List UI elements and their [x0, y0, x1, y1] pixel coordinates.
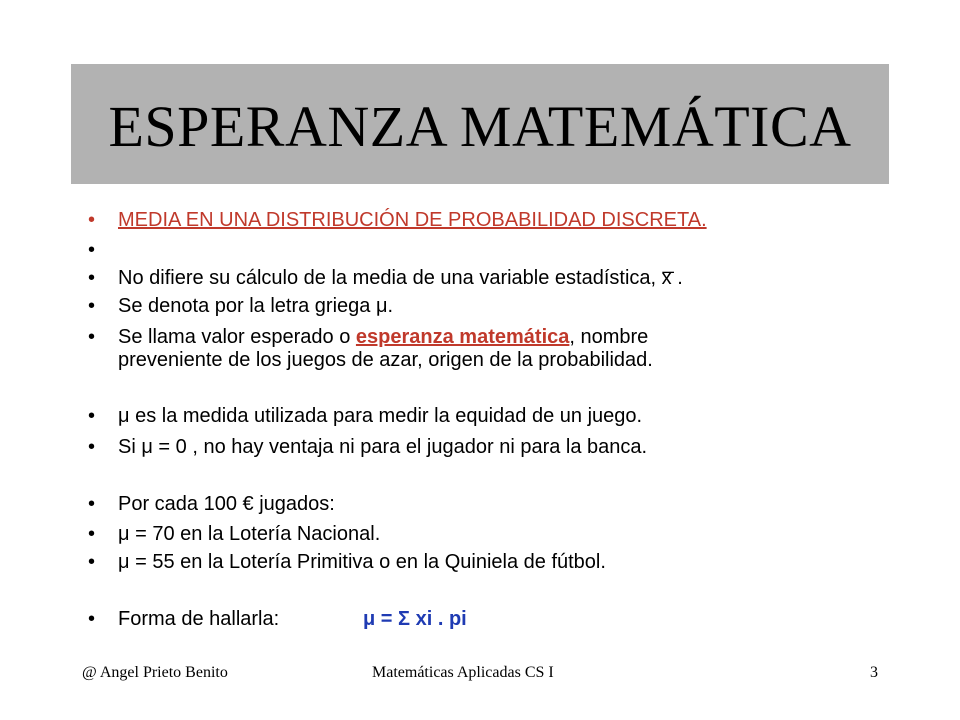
- bullet-item: [88, 238, 118, 262]
- bullet-item: [88, 492, 335, 516]
- bullet-text-part: No difiere su cálculo de la media de una variable estadística,: [118, 267, 662, 289]
- bullet-text: μ = 55 en la Lotería Primitiva o en la Quiniela de fútbol.: [118, 551, 606, 573]
- footer-author: @ Angel Prieto Benito: [82, 664, 228, 681]
- bullet-dot: •: [88, 267, 96, 289]
- bullet-dot: •: [88, 209, 96, 231]
- bullet-heading: MEDIA EN UNA DISTRIBUCIÓN DE PROBABILIDAD DISCRETA.: [118, 209, 707, 231]
- bullet-item: [88, 550, 606, 574]
- bullet-text: μ = 70 en la Lotería Nacional.: [118, 523, 381, 545]
- bullet-text: Se denota por la letra griega μ.: [118, 295, 394, 317]
- esperanza-link[interactable]: esperanza matemática: [355, 326, 570, 348]
- bullet-dot: •: [88, 295, 96, 317]
- bullet-dot: •: [88, 405, 96, 427]
- bullet-item: [88, 435, 647, 459]
- bullet-text: Por cada 100 € jugados:: [118, 493, 335, 515]
- bullet-item: [88, 522, 380, 546]
- bullet-item: [88, 326, 653, 372]
- formula-label: Forma de hallarla:: [118, 608, 280, 630]
- footer-page-number: 3: [870, 664, 878, 681]
- bullet-text-end: .: [671, 267, 683, 289]
- bullet-text-line2: preveniente de los juegos de azar, origen de la probabilidad.: [118, 349, 653, 371]
- x-variable: x: [661, 267, 672, 289]
- bullet-text: [118, 326, 653, 372]
- bullet-dot: •: [88, 551, 96, 573]
- x-bar-mark: _: [662, 252, 674, 274]
- bullet-text: Si μ = 0 , no hay ventaja ni para el jugador ni para la banca.: [118, 436, 648, 458]
- bullet-dot: •: [88, 326, 96, 348]
- slide-title: ESPERANZA MATEMÁTICA: [108, 93, 852, 159]
- bullet-dot: •: [88, 493, 96, 515]
- bullet-item: [88, 404, 642, 428]
- bullet-item: [88, 252, 683, 290]
- footer-course: Matemáticas Aplicadas CS I: [372, 664, 554, 681]
- bullet-item: [88, 208, 707, 232]
- formula: μ = Σ xi . pi: [363, 608, 467, 630]
- bullet-item: [88, 607, 467, 631]
- bullet-dot: •: [88, 239, 96, 261]
- bullet-text-part: , nombre: [569, 326, 649, 348]
- bullet-item: [88, 294, 393, 318]
- x-bar-symbol: [661, 252, 674, 290]
- bullet-dot: •: [88, 523, 96, 545]
- bullet-text-part: Se llama valor esperado o: [118, 326, 356, 348]
- bullet-text: μ es la medida utilizada para medir la equidad de un juego.: [118, 405, 643, 427]
- title-box: [71, 64, 889, 184]
- bullet-dot: •: [88, 436, 96, 458]
- bullet-text: [118, 252, 683, 290]
- bullet-dot: •: [88, 608, 96, 630]
